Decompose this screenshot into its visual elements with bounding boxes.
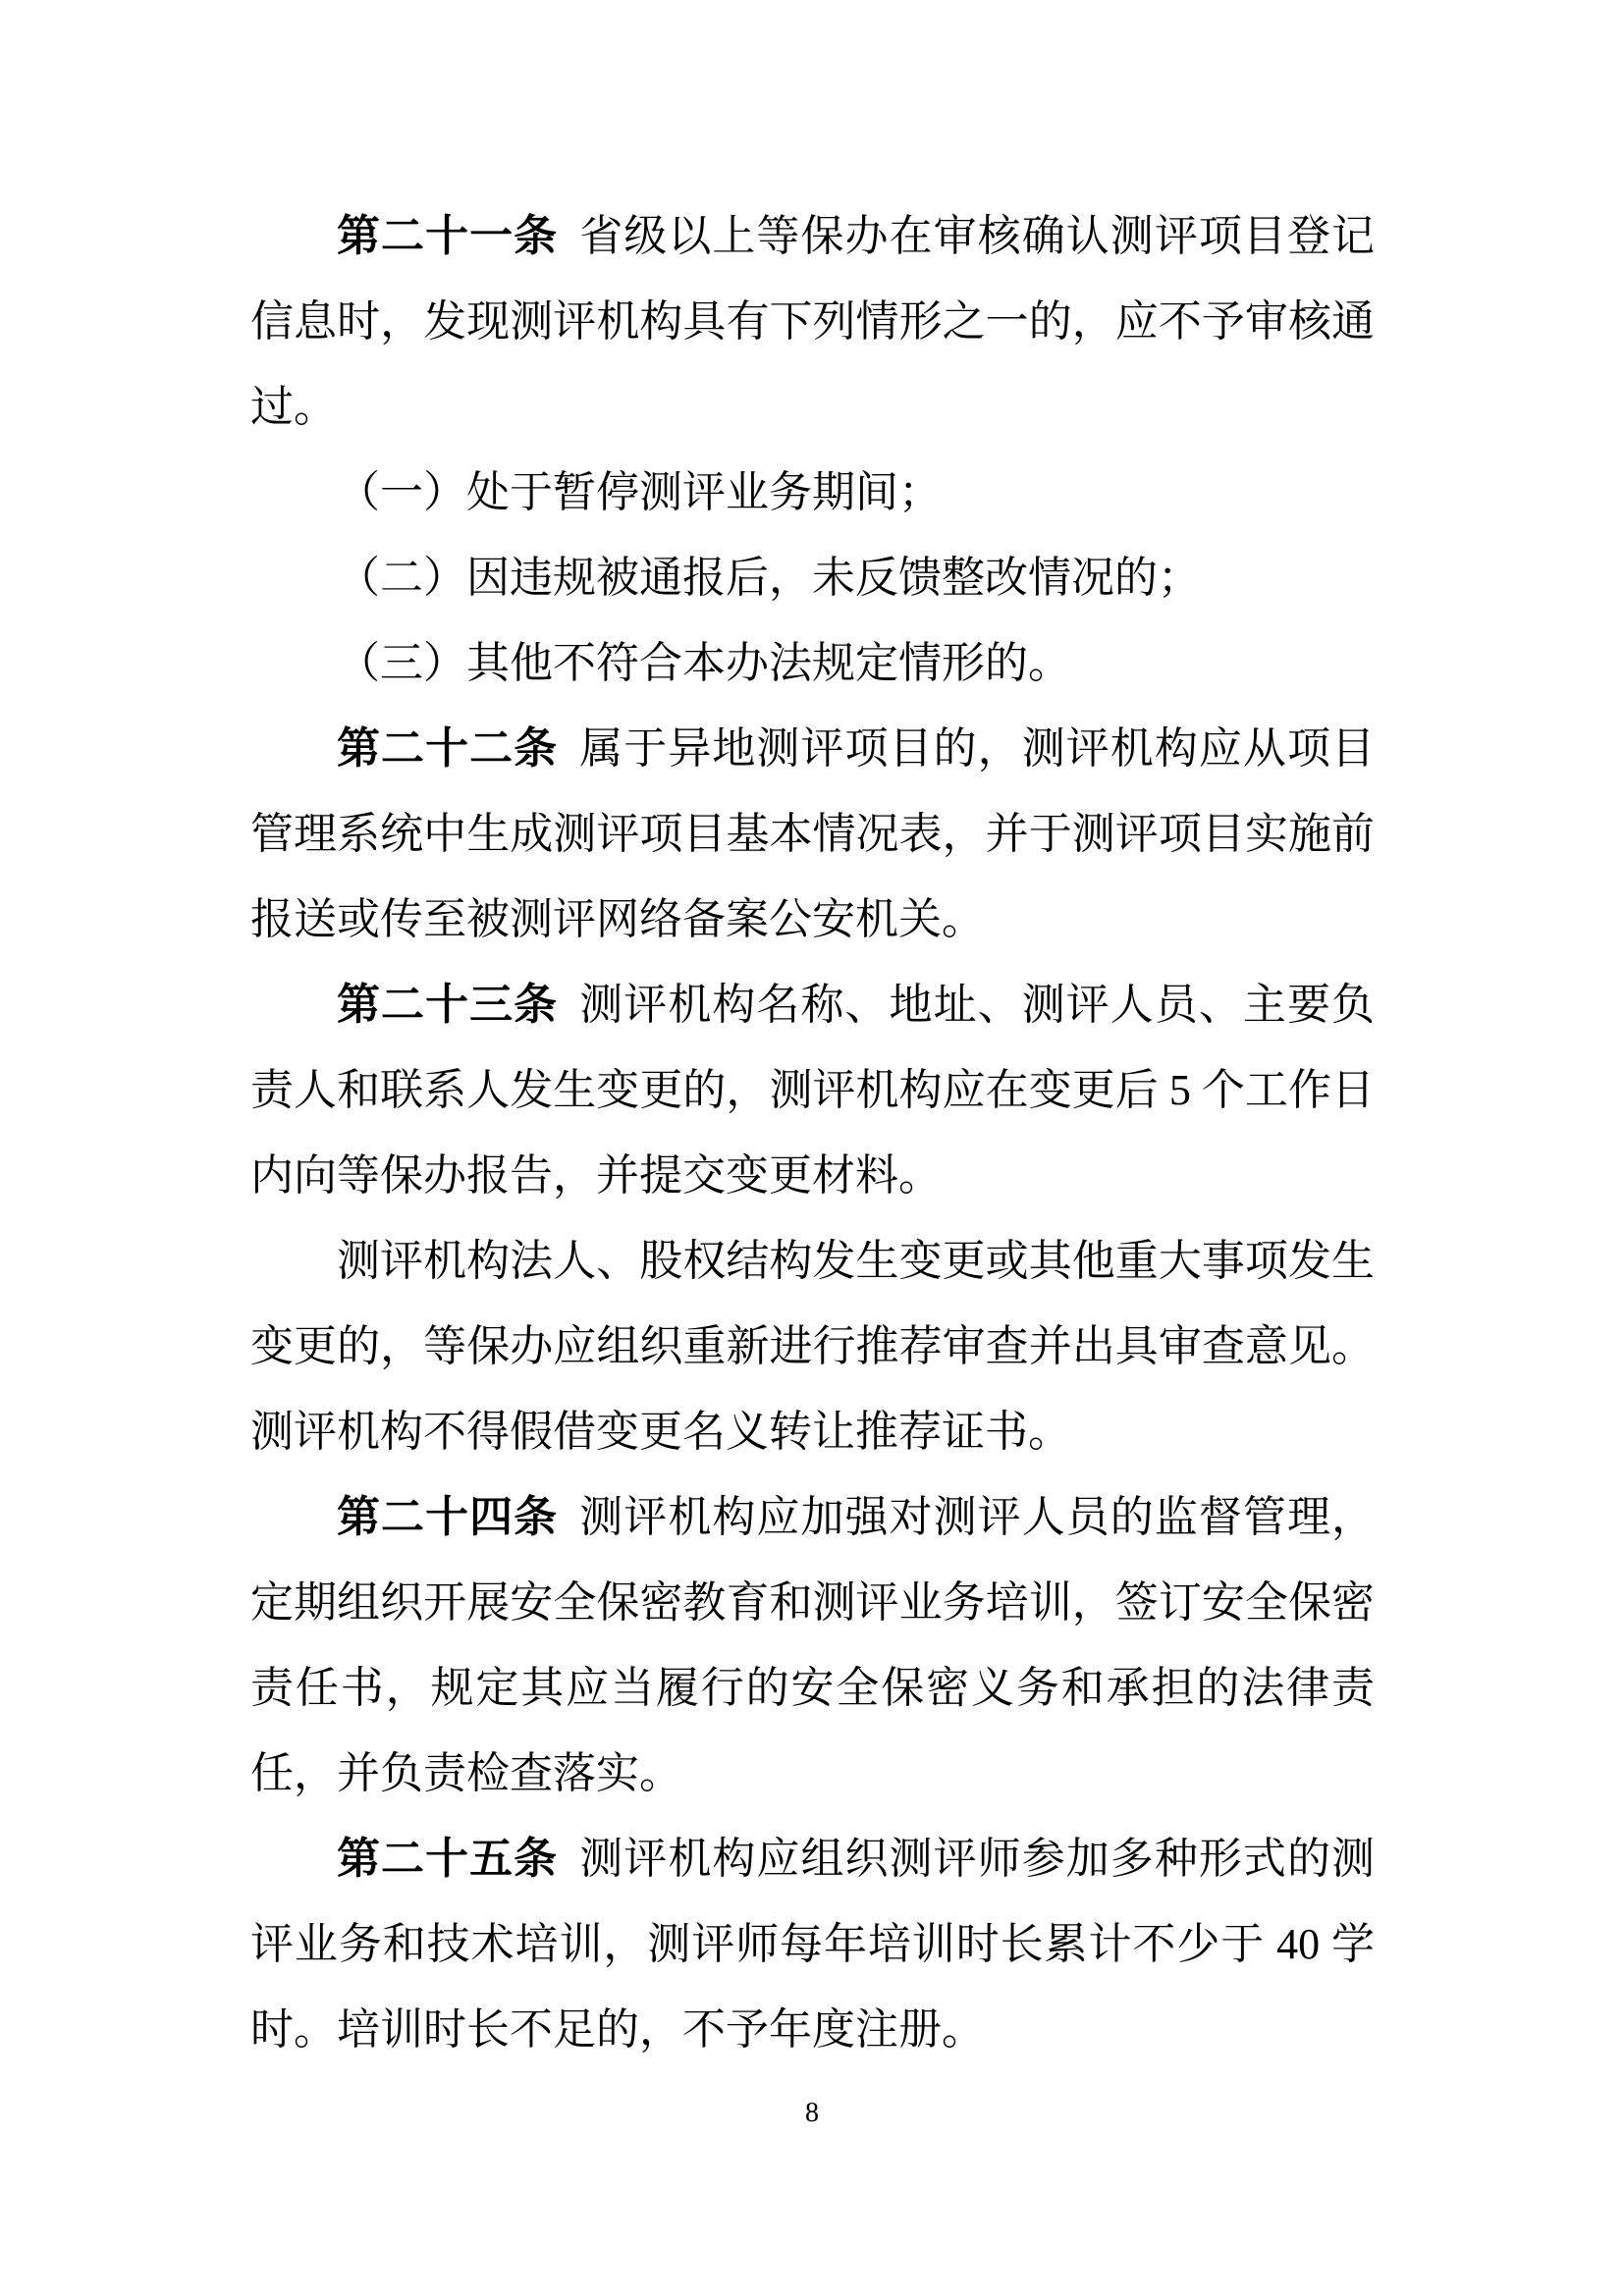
- article-25-number: 第二十五条: [337, 1835, 559, 1883]
- paragraph-article-23: [250, 962, 1375, 1218]
- clause-item-2: [250, 535, 1375, 620]
- article-23-continued-text: 测评机构法人、股权结构发生变更或其他重大事项发生变更的，等保办应组织重新进行推荐审查并出具审查意见。测评机构不得假借变更名义转让推荐证书。: [250, 1237, 1375, 1456]
- article-25-text: 测评机构应组织测评师参加多种形式的测评业务和技术培训，测评师每年培训时长累计不少于 40 学时。培训时长不足的，不予年度注册。: [250, 1835, 1376, 2054]
- article-23-text: 测评机构名称、地址、测评人员、主要负责人和联系人发生变更的，测评机构应在变更后 5 个工作日内向等保办报告，并提交变更材料。: [250, 981, 1376, 1200]
- article-21-text: 省级以上等保办在审核确认测评项目登记信息时，发现测评机构具有下列情形之一的，应不予审核通过。: [250, 212, 1376, 431]
- article-23-number: 第二十三条: [337, 981, 559, 1029]
- clause-item-3: [250, 620, 1375, 706]
- paragraph-article-22: [250, 706, 1375, 962]
- paragraph-article-23-continued: [250, 1218, 1375, 1474]
- paragraph-article-24: [250, 1474, 1375, 1816]
- article-24-text: 测评机构应加强对测评人员的监督管理，定期组织开展安全保密教育和测评业务培训，签订安全保密责任书，规定其应当履行的安全保密义务和承担的法律责任，并负责检查落实。: [250, 1493, 1376, 1797]
- article-24-number: 第二十四条: [337, 1493, 559, 1541]
- clause-item-2-text: （二）因违规被通报后，未反馈整改情况的；: [337, 554, 1201, 602]
- page-number: 8: [805, 2098, 819, 2128]
- paragraph-article-21: [250, 193, 1375, 450]
- article-22-number: 第二十二条: [337, 724, 559, 773]
- article-21-number: 第二十一条: [337, 212, 559, 260]
- clause-item-1: [250, 450, 1375, 535]
- paragraph-article-25: [250, 1816, 1375, 2072]
- article-22-text: 属于异地测评项目的，测评机构应从项目管理系统中生成测评项目基本情况表，并于测评项目实施前报送或传至被测评网络备案公安机关。: [250, 724, 1376, 943]
- clause-item-3-text: （三）其他不符合本办法规定情形的。: [337, 639, 1071, 687]
- clause-item-1-text: （一）处于暂停测评业务期间；: [337, 468, 942, 516]
